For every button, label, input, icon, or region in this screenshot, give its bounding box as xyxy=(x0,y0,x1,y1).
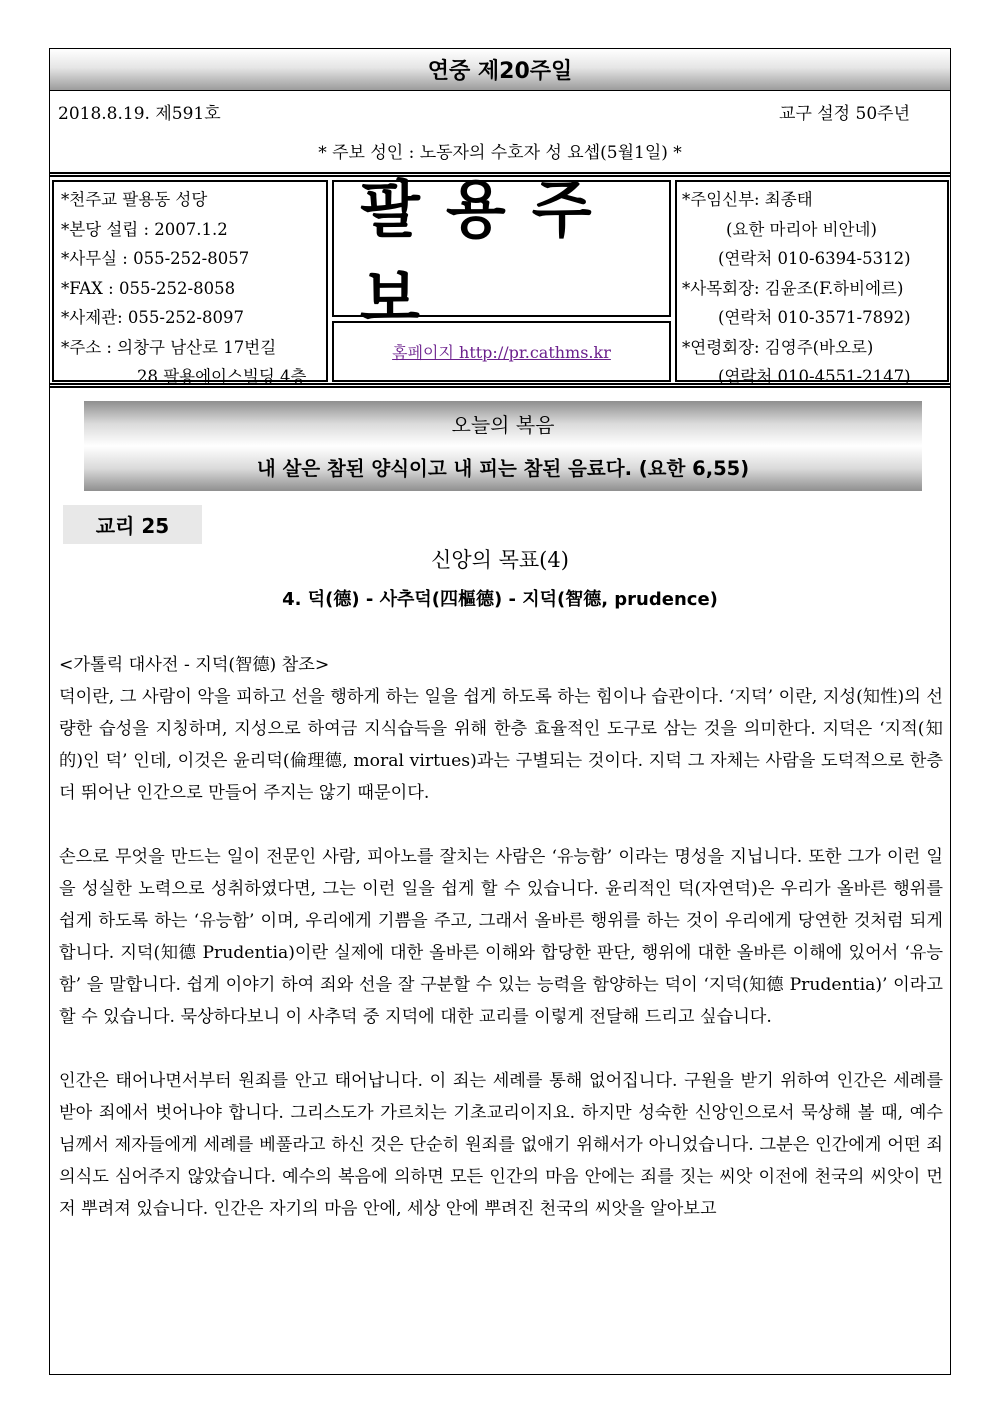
issue-number: 2018.8.19. 제591호 xyxy=(58,104,221,124)
paragraph-1: 덕이란, 그 사람이 악을 피하고 선을 행하게 하는 일을 쉽게 하도록 하는 힘이나 습관이다. ‘지덕’ 이란, 지성(知性)의 선량한 습성을 지칭하며, 지성으로 하여금 지식습득을 위해 한층 효율적인 도구로 삼는 것을 의미한다. 지덕은 ‘지적(知的)인 덕’ 인데, 이것은 윤리덕(倫理德, moral virtues)과는 구별되는 것이다. 지덕 그 자체는 사람을 도덕적으로 한층 더 뛰어난 인간으로 만들어 주지는 않기 때문이다. xyxy=(59,687,943,803)
article-body xyxy=(59,649,943,1225)
paragraph-2: 손으로 무엇을 만드는 일이 전문인 사람, 피아노를 잘치는 사람은 ‘유능함’ 이라는 명성을 지닙니다. 또한 그가 이런 일을 성실한 노력으로 성취하였다면, 그는 이런 일을 쉽게 할 수 있습니다. 윤리적인 덕(자연덕)은 우리가 올바른 행위를 쉽게 하도록 하는 ‘유능함’ 이며, 우리에게 기쁨을 주고, 그래서 올바른 행위를 하는 것이 우리에게 당연한 것처럼 되게 합니다. 지덕(知德 Prudentia)이란 실제에 대한 올바른 이해와 합당한 판단, 행위에 대한 올바른 이해에 있어서 ‘유능함’ 을 말합니다. 쉽게 이야기 하여 죄와 선을 잘 구분할 수 있는 능력을 함양하는 덕이 ‘지덕(知德 Prudentia)’ 이라고 할 수 있습니다. 묵상하다보니 이 사추덕 중 지덕에 대한 교리를 이렇게 전달해 드리고 싶습니다. xyxy=(59,847,943,1027)
rectory-phone: *사제관: 055-252-8097 xyxy=(61,308,244,327)
homepage-box xyxy=(332,321,671,382)
funeral-president: *연령회장: 김영주(바오로) xyxy=(682,337,874,357)
address-line-2: 28 팔용에이스빌딩 4층 xyxy=(137,367,307,386)
reference-line: <가톨릭 대사전 - 지덕(智德) 참조> xyxy=(59,655,330,675)
address-line-1: *주소 : 의창구 남산로 17번길 xyxy=(61,337,277,357)
doctrine-title: 신앙의 목표(4) xyxy=(431,548,569,572)
homepage-link[interactable]: 홈페이지 http://pr.cathms.kr xyxy=(392,343,611,362)
parish-name: *천주교 팔용동 성당 xyxy=(61,190,208,209)
patron-saint-line: * 주보 성인 : 노동자의 수호자 성 요셉(5월1일) * xyxy=(318,143,682,163)
bulletin-logo: 팔용주보 xyxy=(332,180,671,317)
parish-info-box xyxy=(52,180,328,386)
funeral-president-phone: (연락처 010-4551-2147) xyxy=(718,367,911,386)
fax-number: *FAX : 055-252-8058 xyxy=(61,278,236,298)
council-president-phone: (연락처 010-3571-7892) xyxy=(718,308,911,327)
gospel-banner xyxy=(84,401,922,491)
pastor-name: *주임신부: 최종태 xyxy=(682,190,813,209)
issue-row xyxy=(58,99,910,124)
parish-founded: *본당 설립 : 2007.1.2 xyxy=(61,219,228,239)
gospel-title: 오늘의 복음 xyxy=(451,413,555,437)
info-divider xyxy=(50,383,950,388)
anniversary-text: 교구 설정 50주년 xyxy=(779,104,910,124)
pastor-baptismal-name: (요한 마리아 비안네) xyxy=(726,219,877,239)
gospel-verse: 내 살은 참된 양식이고 내 피는 참된 음료다. (요한 6,55) xyxy=(256,457,750,480)
paragraph-3: 인간은 태어나면서부터 원죄를 안고 태어납니다. 이 죄는 세례를 통해 없어집니다. 구원을 받기 위하여 인간은 세례를 받아 죄에서 벗어나야 합니다. 그리스도가 가르치는 기초교리이지요. 하지만 성숙한 신앙인으로서 묵상해 볼 때, 예수님께서 제자들에게 세례를 베풀라고 하신 것은 단순히 원죄를 없애기 위해서가 아니었습니다. 그분은 인간에게 어떤 죄의식도 심어주지 않았습니다. 예수의 복음에 의하면 모든 인간의 마음 안에는 죄를 짓는 씨앗 이전에 천국의 씨앗이 먼저 뿌려져 있습니다. 인간은 자기의 마음 안에, 세상 안에 뿌려진 천국의 씨앗을 알아보고 xyxy=(59,1071,943,1219)
pastor-phone: (연락처 010-6394-5312) xyxy=(718,249,911,268)
doctrine-tag: 교리 25 xyxy=(63,505,202,544)
contacts-box xyxy=(675,180,949,386)
doctrine-subtitle: 4. 덕(德) - 사추덕(四樞德) - 지덕(智德, prudence) xyxy=(282,589,718,610)
council-president: *사목회장: 김윤조(F.하비에르) xyxy=(682,278,904,298)
bulletin-frame xyxy=(49,48,951,1375)
office-phone: *사무실 : 055-252-8057 xyxy=(61,249,250,268)
page-title: 연중 제20주일 xyxy=(50,49,950,91)
